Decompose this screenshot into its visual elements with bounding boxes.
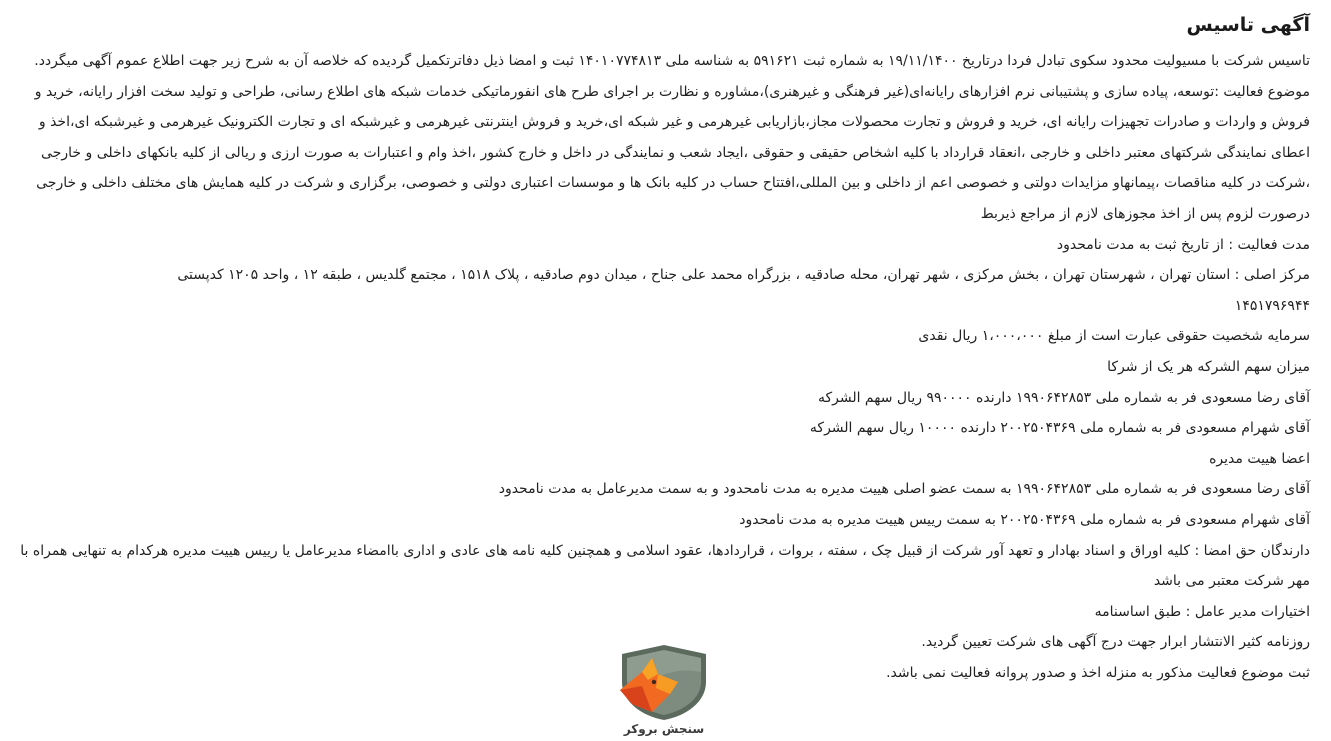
board-member-2-line: آقای شهرام مسعودی فر به شماره ملی ۲۰۰۲۵۰۴۳۶۹ به سمت رییس هییت مدیره به مدت نامحدود	[739, 511, 1310, 528]
partner-2-line: آقای شهرام مسعودی فر به شماره ملی ۲۰۰۲۵۰۴۳۶۹ دارنده ۱۰۰۰۰ ریال سهم الشرکه	[809, 420, 1310, 437]
duration-line: مدت فعالیت : از تاریخ ثبت به مدت نامحدود	[1056, 236, 1310, 253]
signatories-paragraph: دارندگان حق امضا : کلیه اوراق و اسناد بهادار و تعهد آور شرکت از قبیل چک ، سفته ، بروات ، قراردادها، عقود اسلامی و همچنین کلیه نامه های عادی و اداری باامضاء مدیرعامل یا رییس هییت مدیره هرکدام به تنهایی همراه با مهر شرکت معتبر می باشد	[20, 542, 1310, 590]
logo-text: سنجش بروکر	[623, 722, 705, 736]
newspaper-line: روزنامه کثیر الانتشار ابرار جهت درج آگهی های شرکت تعیین گردید.	[921, 634, 1310, 651]
fox-shield-logo-icon	[612, 642, 716, 722]
disclaimer-line: ثبت موضوع فعالیت مذکور به منزله اخذ و صدور پروانه فعالیت نمی باشد.	[886, 664, 1310, 681]
partner-1-line: آقای رضا مسعودی فر به شماره ملی ۱۹۹۰۶۴۲۸۵۳ دارنده ۹۹۰۰۰۰ ریال سهم الشرکه	[817, 389, 1310, 406]
postal-code: ۱۴۵۱۷۹۶۹۴۴	[1234, 297, 1310, 314]
address-line: مرکز اصلی : استان تهران ، شهرستان تهران ، بخش مرکزی ، شهر تهران، محله صادقیه ، بزرگراه محمد علی جناح ، میدان دوم صادقیه ، پلاک ۱۵۱۸ ، مجتمع گلدیس ، طبقه ۱۲ ، واحد ۱۲۰۵ کدپستی	[177, 267, 1310, 284]
broker-logo	[612, 642, 716, 741]
activity-paragraph: موضوع فعالیت :توسعه، پیاده سازی و پشتیبانی نرم افزارهای رایانه‌ای(غیر فرهنگی و غیرهنری)،مشاوره و نظارت بر اجرای طرح های انفورماتیکی خدمات شبکه های اطلاع رسانی، طراحی و تولید سخت افزار رایانه، خرید و فروش و واردات و صادرات تجهیزات رایانه ای، خرید و فروش و تجارت محصولات مجاز،بازاریابی غیرهرمی و غیر شبکه ای،خرید و فروش اینترنتی غیرهرمی و غیرشبکه ای و تجارت الکترونیک غیرهرمی و غیرشبکه ای،اخذ و اعطای نمایندگی شرکتهای معتبر داخلی و خارجی ،انعقاد قرارداد با کلیه اشخاص حقیقی و حقوقی ،ایجاد شعب و نمایندگی در داخل و خارج کشور ،اخذ وام و اعتبارات به صورت ارزی و ریالی از کلیه بانکهای داخلی و خارجی ،شرکت در کلیه مناقصات ،پیمانهاو مزایدات دولتی و خصوصی اعم از داخلی و بین المللی،افتتاح حساب در کلیه بانک ها و موسسات اعتباری دولتی و خصوصی، برگزاری و شرکت در کلیه همایش های مختلف داخلی و خارجی درصورت لزوم پس از اخذ مجوزهای لازم از مراجع ذیربط	[34, 83, 1310, 222]
board-heading: اعضا هییت مدیره	[1209, 450, 1310, 467]
notice-title: آگهی تاسیس	[1186, 14, 1310, 36]
ceo-powers-line: اختیارات مدیر عامل : طبق اساسنامه	[1094, 603, 1310, 620]
capital-line: سرمایه شخصیت حقوقی عبارت است از مبلغ ۱،۰۰۰،۰۰۰ ریال نقدی	[918, 328, 1310, 345]
shares-heading: میزان سهم الشرکه هر یک از شرکا	[1107, 358, 1310, 375]
intro-paragraph: تاسیس شرکت با مسیولیت محدود سکوی تبادل فردا درتاریخ ۱۹/۱۱/۱۴۰۰ به شماره ثبت ۵۹۱۶۲۱ به شناسه ملی ۱۴۰۱۰۷۷۴۸۱۳ ثبت و امضا ذیل دفاترتکمیل گردیده که خلاصه آن به شرح زیر جهت اطلاع عموم آگهی میگردد.	[34, 53, 1310, 69]
board-member-1-line: آقای رضا مسعودی فر به شماره ملی ۱۹۹۰۶۴۲۸۵۳ به سمت عضو اصلی هییت مدیره به مدت نامحدود و به سمت مدیرعامل به مدت نامحدود	[498, 481, 1310, 498]
